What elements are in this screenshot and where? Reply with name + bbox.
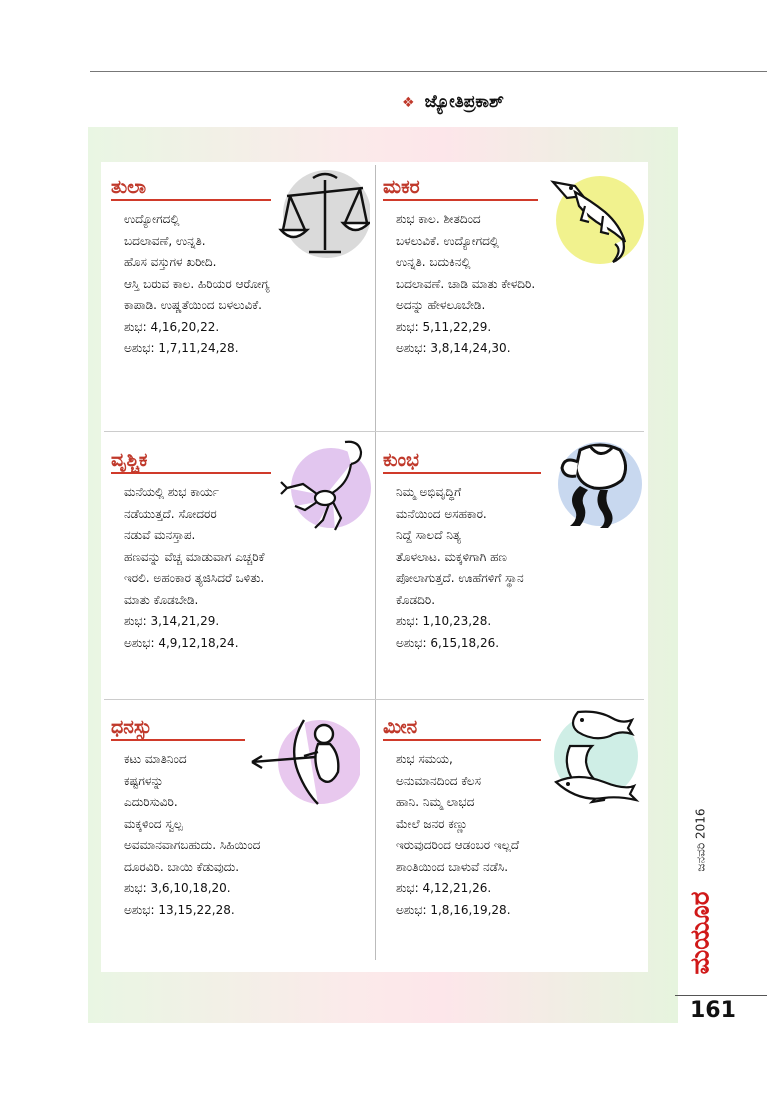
text-line: ಅನುಮಾನದಿಂದ ಕೆಲಸ — [396, 773, 481, 788]
sign-underline — [383, 739, 541, 741]
crocodile-icon — [545, 170, 645, 270]
text-line: ಇರುವುದರಿಂದ ಆಡಂಬರ ಇಲ್ಲದೆ — [396, 838, 520, 852]
text-line: ನಿದ್ದೆ ಸಾಲದೆ ನಿತ್ಯ — [396, 528, 461, 542]
sign-underline — [111, 199, 271, 201]
text-line: ಎದುರಿಸುವಿರಿ. — [124, 795, 178, 809]
text-line: ಕಷ್ಟಗಳನ್ನು — [124, 773, 164, 788]
text-line: ಮಾತು ಕೊಡಬೇಡಿ. — [124, 592, 199, 607]
issue-date — [686, 800, 716, 880]
unlucky-numbers: ಅಶುಭ: 13,15,22,28. — [124, 902, 235, 917]
sign-underline — [383, 472, 541, 474]
archer-icon — [248, 712, 360, 812]
sign-underline — [383, 199, 538, 201]
unlucky-numbers: ಅಶುಭ: 4,9,12,18,24. — [124, 635, 239, 650]
lucky-numbers: ಶುಭ: 3,6,10,18,20. — [124, 881, 231, 895]
lucky-numbers: ಶುಭ: 3,14,21,29. — [124, 614, 220, 628]
fish-icon — [548, 702, 643, 807]
scales-icon — [275, 168, 370, 263]
lucky-numbers: ಶುಭ: 5,11,22,29. — [396, 319, 492, 334]
unlucky-numbers: ಅಶುಭ: 3,8,14,24,30. — [396, 341, 511, 355]
text-line: ಬಳಲುವಿಕೆ. ಉದ್ಯೋಗದಲ್ಲಿ — [396, 233, 499, 248]
text-line: ಇರಲಿ. ಅಹಂಕಾರ ತ್ಯಜಿಸಿದರೆ ಒಳಿತು. — [124, 571, 265, 585]
text-line: ಅವಮಾನವಾಗಬಹುದು. ಸಿಹಿಯಿಂದ — [124, 838, 261, 852]
unlucky-numbers: ಅಶುಭ: 6,15,18,26. — [396, 635, 500, 650]
text-line: ನಡುವೆ ಮನಸ್ತಾಪ. — [124, 528, 196, 542]
text-line: ಕಟು ಮಾತಿನಿಂದ — [124, 752, 187, 766]
text-line: ಬದಲಾವಣೆ, ಉನ್ನತಿ. — [124, 233, 206, 248]
text-line: ನಡೆಯುತ್ತದೆ. ಸೋದರರ — [124, 506, 217, 521]
text-line: ಆಸ್ತಿ ಬರುವ ಕಾಲ. ಹಿರಿಯರ ಆರೋಗ್ಯ — [124, 276, 270, 291]
unlucky-numbers: ಅಶುಭ: 1,8,16,19,28. — [396, 902, 511, 917]
section-title-text: ಜ್ಯೋತಿಪ್ರಕಾಶ್ — [424, 92, 504, 112]
text-line: ಹೊಸ ವಸ್ತುಗಳ ಖರೀದಿ. — [124, 255, 217, 269]
magazine-logo-text: ಮಯೂರ — [685, 891, 716, 975]
text-line: ಮೇಲೆ ಜನರ ಕಣ್ಣು — [396, 816, 468, 831]
text-line: ತೊಳಲಾಟ. ಮಕ್ಕಳಿಗಾಗಿ ಹಣ — [396, 549, 507, 564]
sign-name: ವೃಶ್ಚಿಕ — [111, 449, 148, 471]
text-line: ಶುಭ ಕಾಲ. ಶೀತದಿಂದ — [396, 212, 481, 226]
magazine-logo — [681, 885, 721, 980]
unlucky-numbers: ಅಶುಭ: 1,7,11,24,28. — [124, 341, 239, 355]
text-line: ಶುಭ ಸಮಯ, — [396, 752, 453, 766]
text-line: ಉನ್ನತಿ. ಬದುಕಿನಲ್ಲಿ — [396, 255, 471, 269]
issue-date-text: ಜನವರಿ 2016 — [693, 808, 708, 872]
text-line: ದೂರವಿರಿ. ಬಾಯಿ ಕೆಡುವುದು. — [124, 859, 240, 874]
sign-underline — [111, 472, 271, 474]
lucky-numbers: ಶುಭ: 4,12,21,26. — [396, 881, 492, 895]
scorpion-icon — [275, 432, 375, 537]
text-line: ಕೊಡದಿರಿ. — [396, 592, 436, 607]
section-title — [402, 92, 504, 112]
top-rule — [90, 71, 767, 72]
text-line: ಹಾನಿ. ನಿಮ್ಮ ಲಾಭದ — [396, 795, 475, 809]
text-line: ಶಾಂತಿಯಿಂದ ಬಾಳುವೆ ನಡೆಸಿ. — [396, 859, 509, 874]
text-line: ಉದ್ಯೋಗದಲ್ಲಿ — [124, 212, 180, 226]
text-line: ನಿಮ್ಮ ಅಭಿವೃದ್ಧಿಗೆ — [396, 485, 462, 499]
horizontal-divider — [104, 699, 644, 700]
text-line: ಬದಲಾವಣೆ. ಚಾಡಿ ಮಾತು ಕೇಳದಿರಿ. — [396, 276, 536, 291]
water-pot-icon — [550, 436, 645, 531]
text-line: ಮನೆಯಲ್ಲಿ ಶುಭ ಕಾರ್ಯ — [124, 485, 220, 499]
sign-name: ಧನಸ್ಸು — [111, 716, 152, 738]
text-line: ಅದನ್ನು ಹೇಳಲೂಬೇಡಿ. — [396, 298, 486, 312]
page-number: 161 — [690, 998, 736, 1023]
lucky-numbers: ಶುಭ: 4,16,20,22. — [124, 319, 220, 334]
lucky-numbers: ಶುಭ: 1,10,23,28. — [396, 614, 492, 628]
text-line: ಹಣವನ್ನು ವೆಚ್ಚ ಮಾಡುವಾಗ ಎಚ್ಚರಿಕೆ — [124, 549, 265, 564]
sign-name: ತುಲಾ — [111, 176, 147, 198]
diamond-bullet-icon: ❖ — [402, 95, 415, 111]
sign-name: ಮಕರ — [383, 176, 420, 198]
text-line: ಮಕ್ಕಳಿಂದ ಸ್ವಲ್ಪ — [124, 816, 183, 831]
text-line: ಕಾಪಾಡಿ. ಉಷ್ಣತೆಯಿಂದ ಬಳಲುವಿಕೆ. — [124, 298, 262, 312]
sign-name: ಮೀನ — [383, 716, 418, 738]
sign-underline — [111, 739, 245, 741]
text-line: ಪೋಲಾಗುತ್ತದೆ. ಊಹೆಗಳಿಗೆ ಸ್ಥಾನ — [396, 571, 524, 585]
page-number-rule — [675, 995, 767, 996]
sign-name: ಕುಂಭ — [383, 449, 419, 471]
text-line: ಮನೆಯಿಂದ ಅಸಹಕಾರ. — [396, 506, 487, 521]
